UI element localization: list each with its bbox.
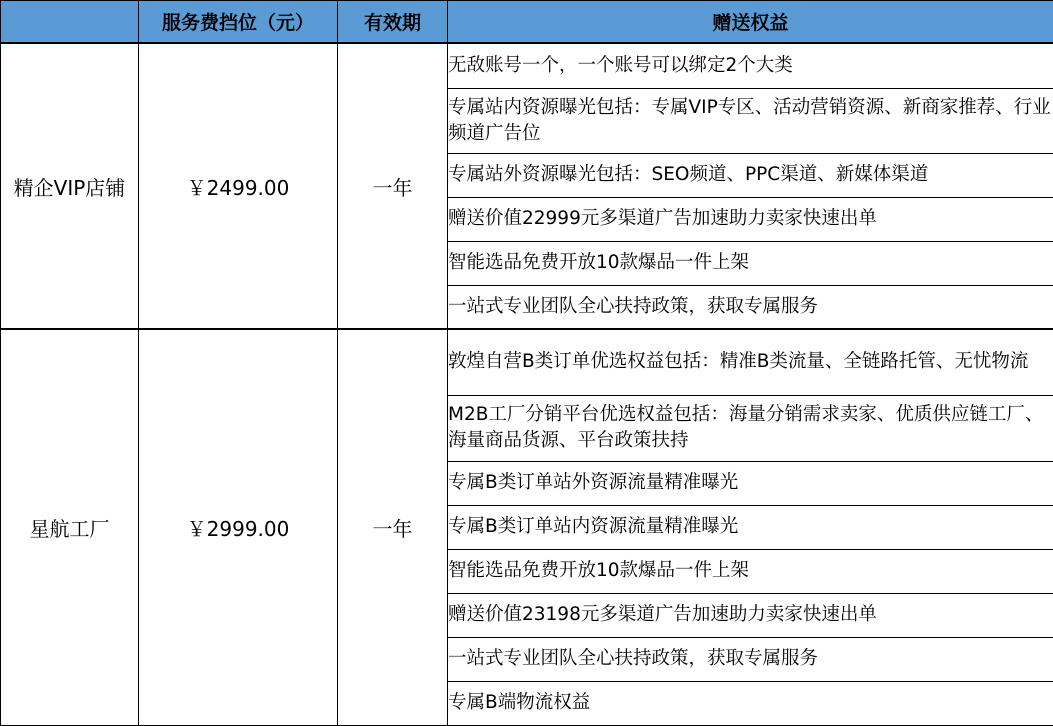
plan-name: 精企VIP店铺: [1, 43, 139, 329]
header-row: [1, 1, 1053, 44]
benefit-item: 专属站内资源曝光包括：专属VIP专区、活动营销资源、新商家推荐、行业频道广告位: [448, 88, 1053, 153]
benefit-item: 无敌账号一个，一个账号可以绑定2个大类: [448, 43, 1053, 88]
table-row: [1, 329, 1053, 395]
benefit-item: 敦煌自营B类订单优选权益包括：精准B类流量、全链路托管、无忧物流: [448, 329, 1053, 395]
plan-name: 星航工厂: [1, 329, 139, 725]
plan-price: ￥2999.00: [139, 329, 338, 725]
plan-period: 一年: [338, 329, 448, 725]
header-period: 有效期: [338, 1, 448, 44]
benefit-item: 智能选品免费开放10款爆品一件上架: [448, 549, 1053, 593]
plan-period: 一年: [338, 43, 448, 329]
header-price: 服务费挡位（元）: [139, 1, 338, 44]
header-benefits: 赠送权益: [448, 1, 1053, 44]
benefit-item: 一站式专业团队全心扶持政策，获取专属服务: [448, 637, 1053, 681]
table-body: [1, 43, 1053, 725]
benefit-item: 专属B端物流权益: [448, 681, 1053, 725]
benefit-item: 赠送价值22999元多渠道广告加速助力卖家快速出单: [448, 197, 1053, 241]
header-plan-name: [1, 1, 139, 44]
benefit-item: M2B工厂分销平台优选权益包括：海量分销需求卖家、优质供应链工厂、海量商品货源、平台政策扶持: [448, 395, 1053, 461]
table-row: [1, 43, 1053, 88]
benefit-item: 赠送价值23198元多渠道广告加速助力卖家快速出单: [448, 593, 1053, 637]
benefit-item: 一站式专业团队全心扶持政策，获取专属服务: [448, 285, 1053, 329]
benefit-item: 专属B类订单站外资源流量精准曝光: [448, 461, 1053, 505]
benefit-item: 专属B类订单站内资源流量精准曝光: [448, 505, 1053, 549]
benefit-item: 智能选品免费开放10款爆品一件上架: [448, 241, 1053, 285]
plan-price: ￥2499.00: [139, 43, 338, 329]
benefit-item: 专属站外资源曝光包括：SEO频道、PPC渠道、新媒体渠道: [448, 153, 1053, 197]
